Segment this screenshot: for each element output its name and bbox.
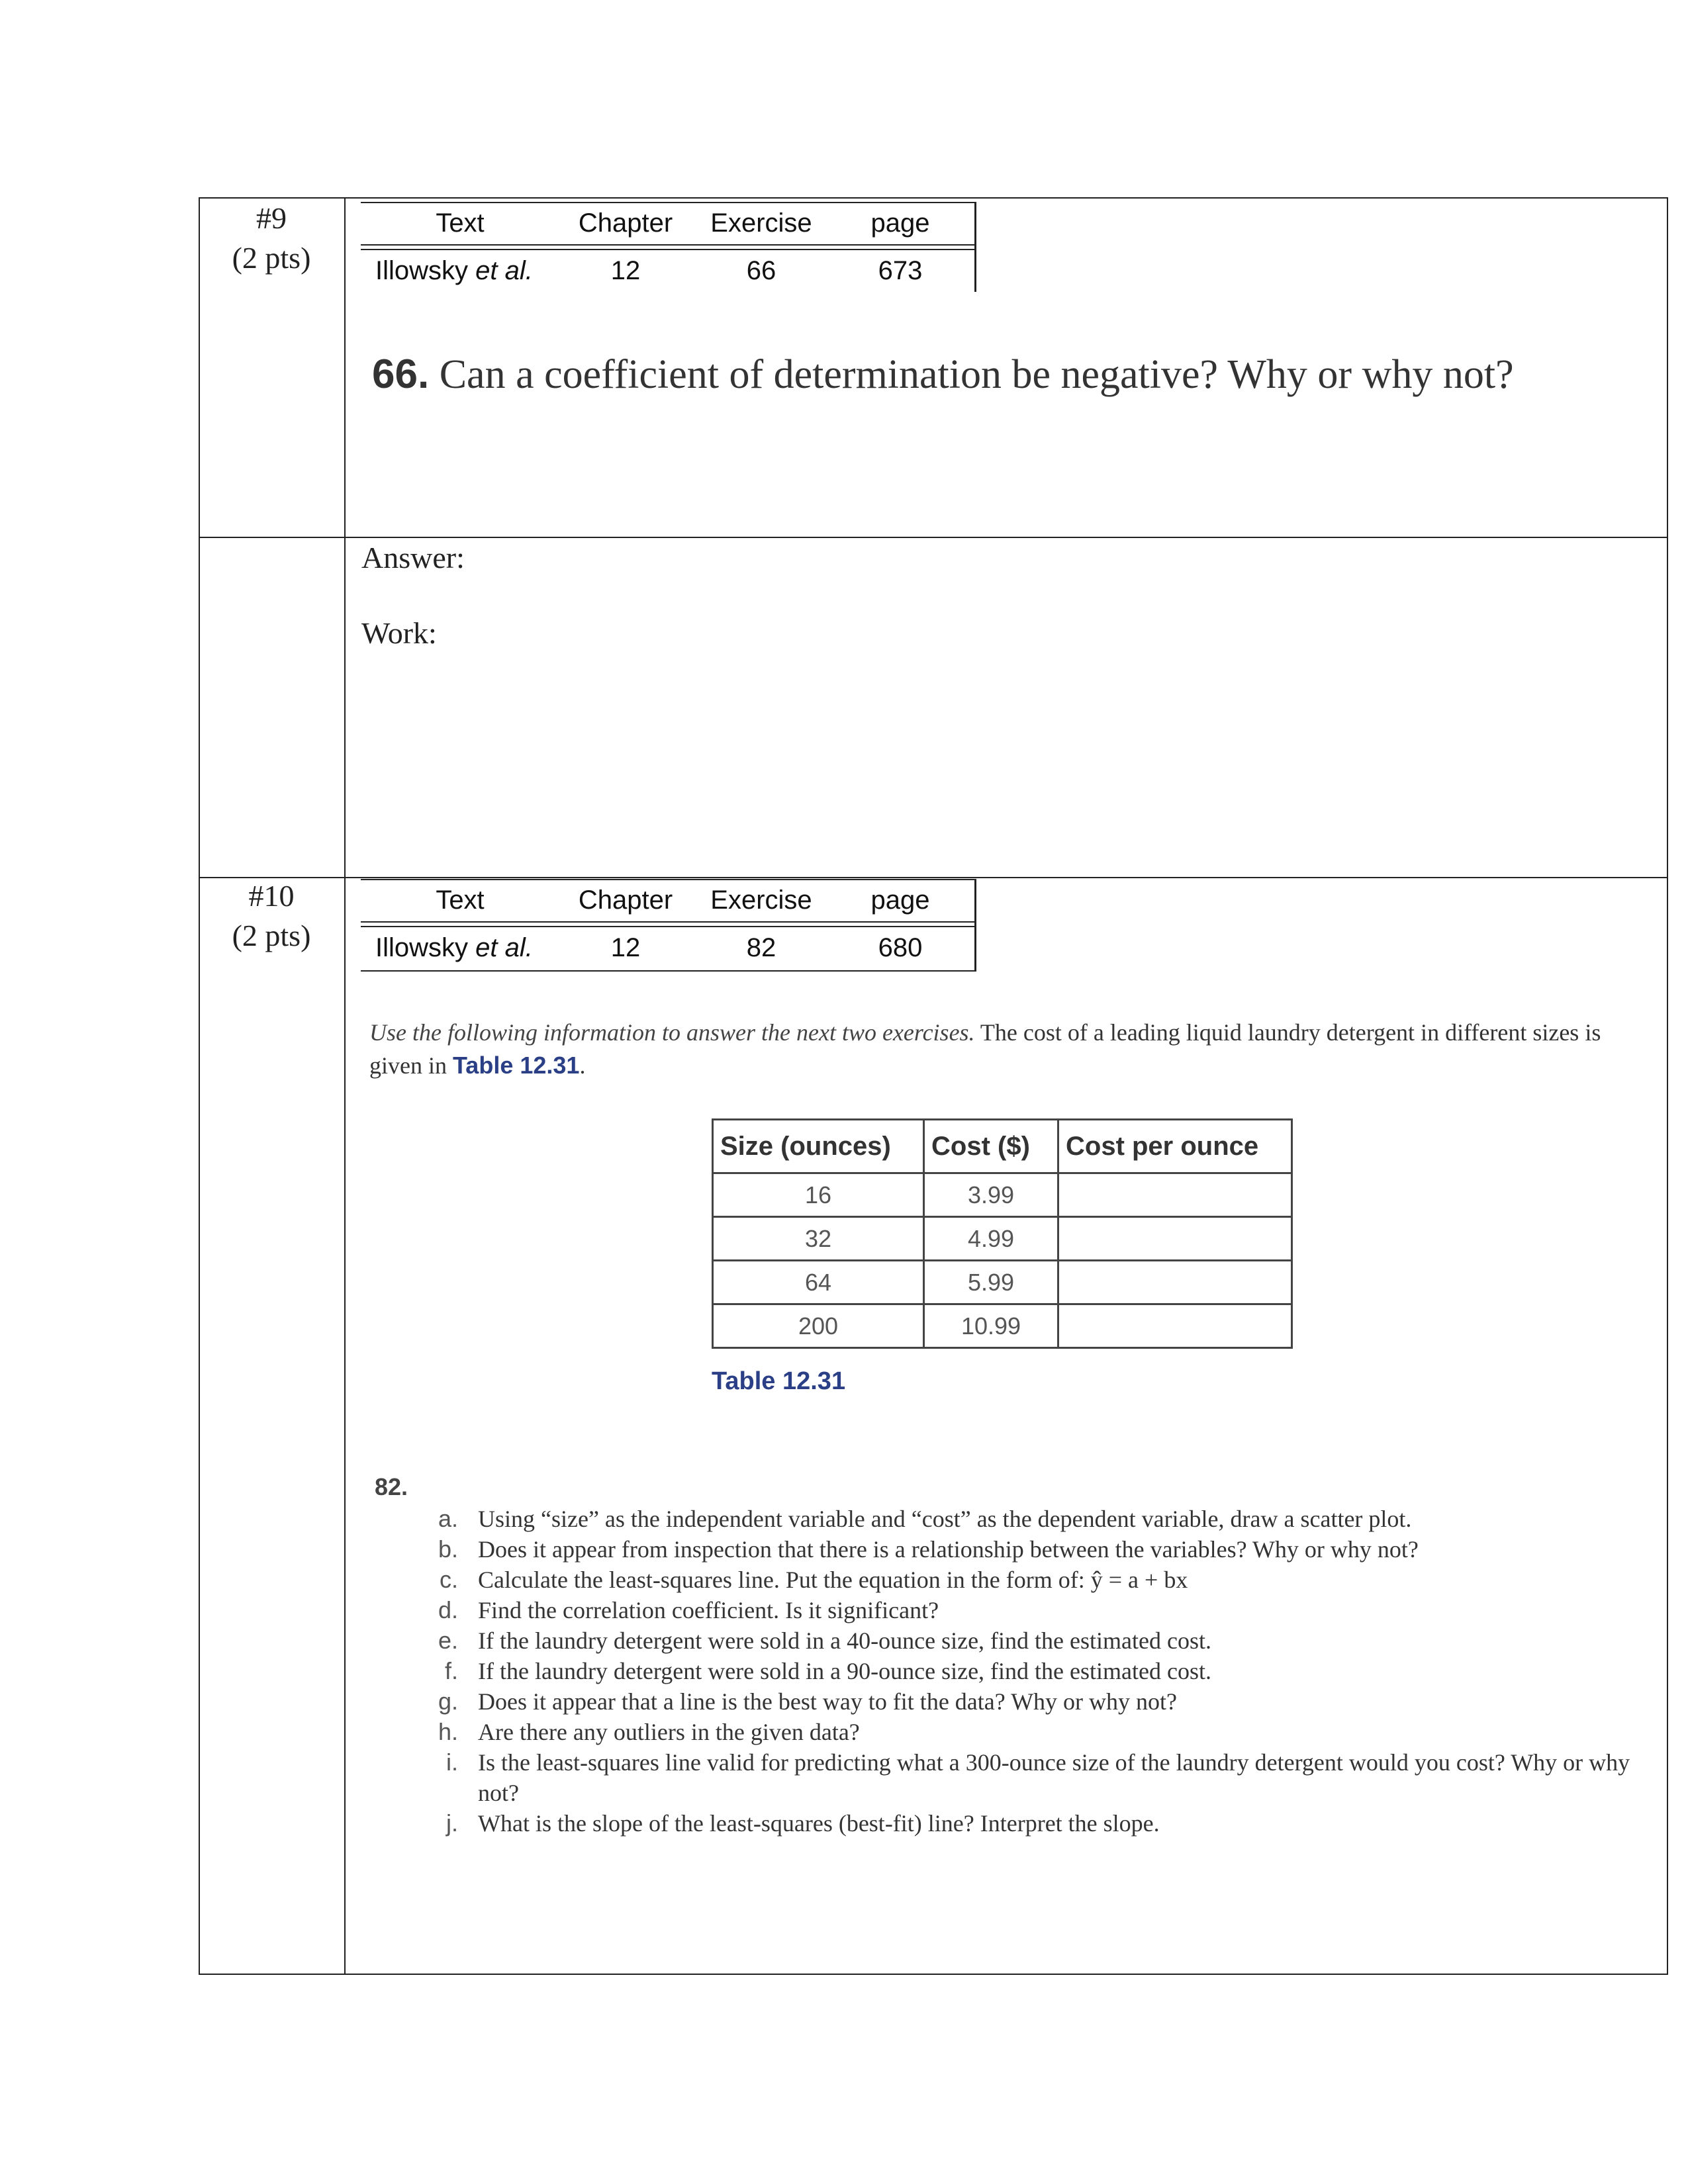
part-letter: f. [444,1657,458,1684]
exercise-number: 66. [372,351,430,397]
ref-header-exercise: Exercise [710,886,812,915]
part-text: Calculate the least-squares line. Put the equation in the form of: ŷ = a + bx [478,1567,1188,1593]
table-row [713,1173,1292,1217]
ref-text-name: Illowsky et al. [375,933,533,962]
cost-per-ounce-cell [1058,1217,1292,1261]
ref-header-text: Text [436,208,485,238]
exercise-number: 82. [375,1473,408,1500]
col-header-cost: Cost ($) [924,1120,1058,1173]
exercise-text: Can a coefficient of determination be negative? Why or why not? [439,352,1514,397]
list-item [424,1686,1642,1717]
question-points: (2 pts) [232,919,311,952]
ref-text-name: Illowsky et al. [375,256,533,285]
col-header-cost-per-ounce: Cost per ounce [1058,1120,1292,1173]
ref-header-text: Text [436,886,485,915]
row-divider [199,877,1668,878]
part-letter: d. [438,1596,458,1623]
answer-label: Answer: [361,541,465,574]
list-item [424,1625,1642,1656]
part-letter: b. [438,1535,458,1563]
table-row [713,1304,1292,1348]
list-item [424,1595,1642,1625]
part-text: Using “size” as the independent variable and “cost” as the dependent variable, draw a scatter plot. [478,1506,1412,1532]
size-cell: 16 [713,1173,924,1217]
reference-table [361,879,976,972]
detergent-cost-table [712,1118,1293,1349]
part-text: Does it appear from inspection that there is a relationship between the variables? Why or why not? [478,1536,1419,1563]
ref-header-page: page [870,886,930,915]
part-text: Is the least-squares line valid for predicting what a 300-ounce size of the laundry detergent would you cost? Why or why not? [478,1749,1630,1806]
ref-chapter: 12 [610,256,641,285]
cost-cell: 10.99 [924,1304,1058,1348]
exercise-66-question [372,351,1514,398]
cost-per-ounce-cell [1058,1261,1292,1304]
question-points: (2 pts) [232,241,311,275]
part-text: Are there any outliers in the given data? [478,1719,860,1745]
size-cell: 32 [713,1217,924,1261]
ref-exercise: 66 [746,256,776,285]
ref-exercise: 82 [746,933,776,962]
part-letter: e. [438,1627,458,1654]
ref-header-chapter: Chapter [578,208,673,238]
ref-chapter: 12 [610,933,641,962]
cost-cell: 4.99 [924,1217,1058,1261]
cost-cell: 5.99 [924,1261,1058,1304]
column-divider [344,197,346,1975]
part-text: Find the correlation coefficient. Is it significant? [478,1597,939,1623]
ref-header-chapter: Chapter [578,886,673,915]
list-item [424,1504,1642,1534]
list-item [424,1565,1642,1595]
part-text: If the laundry detergent were sold in a 40-ounce size, find the estimated cost. [478,1627,1211,1654]
reference-table [361,202,976,292]
table-reference-link[interactable]: Table 12.31 [452,1052,580,1079]
part-text: What is the slope of the least-squares (best-fit) line? Interpret the slope. [478,1810,1160,1837]
size-cell: 64 [713,1261,924,1304]
list-item [424,1656,1642,1686]
list-item [424,1808,1642,1839]
part-text: Does it appear that a line is the best way to fit the data? Why or why not? [478,1688,1178,1715]
part-letter: g. [438,1688,458,1715]
part-letter: j. [446,1809,458,1837]
work-label: Work: [361,616,437,650]
exercise-parts-list [424,1504,1642,1839]
part-text: If the laundry detergent were sold in a 90-ounce size, find the estimated cost. [478,1658,1211,1684]
question-label [199,199,344,278]
col-header-size: Size (ounces) [713,1120,924,1173]
size-cell: 200 [713,1304,924,1348]
part-letter: h. [438,1718,458,1745]
list-item [424,1534,1642,1565]
part-letter: c. [439,1566,458,1593]
table-row [713,1261,1292,1304]
exercise-intro: Use the following information to answer the next two exercises. The cost of a leading liquid laundry detergent in different sizes is given in Table 12.31. [369,1019,1601,1079]
ref-page: 673 [878,256,923,285]
question-number: #9 [256,201,287,235]
cost-per-ounce-cell [1058,1173,1292,1217]
part-letter: a. [438,1505,458,1532]
question-label [199,876,344,956]
cost-cell: 3.99 [924,1173,1058,1217]
list-item [424,1747,1642,1808]
list-item [424,1717,1642,1747]
question-number: #10 [248,879,295,913]
cost-per-ounce-cell [1058,1304,1292,1348]
row-divider [199,537,1668,538]
table-caption: Table 12.31 [712,1367,846,1395]
part-letter: i. [446,1749,458,1776]
table-row [713,1217,1292,1261]
ref-header-exercise: Exercise [710,208,812,238]
ref-page: 680 [878,933,923,962]
ref-header-page: page [870,208,930,238]
